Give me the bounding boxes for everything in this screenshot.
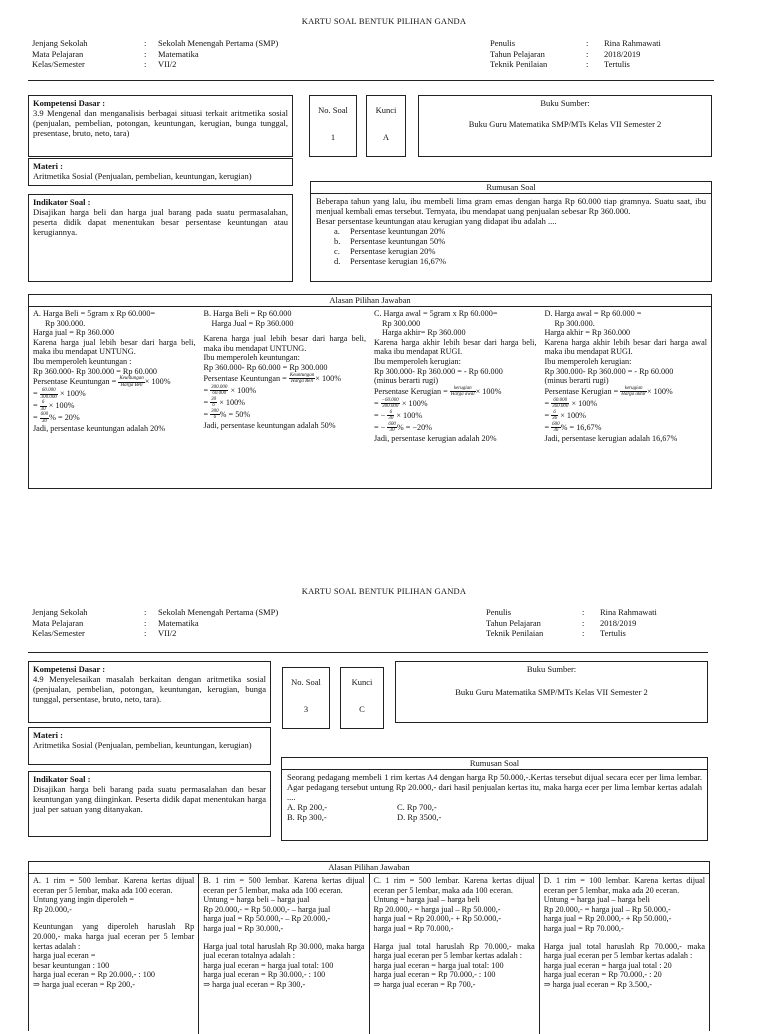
- card2-meta-right: Penulis : Rina Rahmawati Tahun Pelajaran : 2018/2019 Teknik Penilaian : Tertulis: [486, 607, 657, 638]
- alasan-column-d: D. 1 rim = 100 lembar. Karena kertas dijual eceran per 5 lembar, maka ada 20 eceran. Untung = harga jual – harga beli Rp 20.000,- = harga jual – Rp 50.000,- harga jual = Rp 20.000,- + Rp 50.000,- harga jual = Rp 70.000,- Harga jual total haruslah Rp 70.000,- maka harga jual eceran per 5 lembar kertas adalah : harga jual eceran = harga jual total : 20 harga jual eceran = Rp 70.000,- : 20 ⇒ harga jual eceran = Rp 3.500,-: [543, 876, 705, 989]
- alasan-column-d: D. Harga awal = Rp 60.000 = Rp 300.000. Harga akhir = Rp 360.000 Karena harga akhir lebih besar dari harga awal maka ibu mendapat RUGI. Ibu memperoleh kerugian: Rp 300.000- Rp 360.000 = - Rp 60.000 (minus berarti rugi) Persentase Kerugian = $\frac{\text{kerugian}}{\text{Harga akhir}}$ × 100% = $\frac{60.000}{360.000}$ × 100% = $\frac{6}{36}$ × 100% = $\frac{600}{36}$ % = 16,67% Jadi, persentase kerugian adalah 16,67%: [544, 309, 707, 443]
- meta-value: Sekolah Menengah Pertama (SMP): [158, 607, 279, 617]
- meta-value: Matematika: [158, 48, 199, 59]
- meta-value: Rina Rahmawati: [604, 38, 661, 48]
- question-text: Beberapa tahun yang lalu, ibu membeli lima gram emas dengan harga Rp 60.000 tiap gramnya. Suatu saat, ibu menjual kembali emas tersebut. Ternyata, ibu mendapat uang penjualan sebesar Rp 360.000. Besar persentase keuntungan atau kerugian yang didapat ibu adalah .... a. Persentase keuntungan 20% b. Persentase keuntungan 50% c. Persentase kerugian 20% d. Persentase kerugian 16,67%: [316, 196, 706, 266]
- meta-label: Teknik Penilaian: [490, 59, 548, 69]
- answer-option: a. Persentase keuntungan 20%: [334, 226, 446, 236]
- card1-kunci: Kunci A: [366, 95, 406, 157]
- answer-option: d. Persentase kerugian 16,67%: [334, 256, 447, 266]
- meta-label: Jenjang Sekolah: [32, 38, 88, 48]
- alasan-column-a: A. Harga Beli = 5gram x Rp 60.000= Rp 300.000. Harga jual = Rp 360.000 Karena harga jual lebih besar dari harga beli, maka ibu mendapat UNTUNG. Ibu memperoleh keuntungan : Rp 360.000- Rp 300.000 = Rp 60.000 Persentase Keuntungan = $\frac{\text{Keuntungan}}{\text{Harga Beli}}$ × 100% = $\frac{60.000}{300.000}$ × 100% = $\frac{6}{30}$ × 100% = $\frac{600}{30}$ % = 20% Jadi, persentase keuntungan adalah 20%: [33, 309, 196, 434]
- alasan-column-a: A. 1 rim = 500 lembar. Karena kertas dijual eceran per 5 lembar, maka ada 100 eceran. Untung yang ingin diperoleh = Rp 20.000,- Keuntungan yang diperoleh haruslah Rp 20.000,- maka harga jual eceran per 5 lembar kertas adalah : harga jual eceran = besar keuntungan : 100 harga jual eceran = Rp 20.000,- : 100 ⇒ harga jual eceran = Rp 200,-: [29, 874, 199, 1034]
- meta-value: Matematika: [158, 617, 199, 628]
- alasan-column-c: C. 1 rim = 500 lembar. Karena kertas dijual eceran per 5 lembar, maka ada 100 eceran. Untung = harga jual – harga beli Rp 20.000,- = harga jual – Rp 50.000,- harga jual = Rp 20.000,- + Rp 50.000,- harga jual = Rp 70.000,- Harga jual total haruslah Rp 70.000,- maka harga jual eceran per 5 lembar kertas adalah : harga jual eceran = harga jual total: 100 harga jual eceran = Rp 70.000,- : 100 ⇒ harga jual eceran = Rp 700,-: [370, 874, 540, 1034]
- card2-materi: Materi : Aritmetika Sosial (Penjualan, pembelian, keuntungan, kerugian): [28, 727, 271, 765]
- question-text: Seorang pedagang membeli 1 rim kertas A4 dengan harga Rp 50.000,-.Kertas tersebut dijual secara ecer per lima lembar. Agar pedagang tersebut untung Rp 20.000,- dari hasil penjualan kertas itu, maka harga ecer per lima lembar kertas adalah .... A. Rp 200,- C. Rp 700,- B. Rp 300,- D. Rp 3500,-: [287, 772, 702, 822]
- card1-title: KARTU SOAL BENTUK PILIHAN GANDA: [301, 16, 467, 26]
- meta-label: Teknik Penilaian: [486, 628, 544, 638]
- meta-label: Penulis: [490, 38, 516, 48]
- divider: [28, 652, 708, 653]
- card1-buku-sumber: Buku Sumber: Buku Guru Matematika SMP/MTs Kelas VII Semester 2: [418, 95, 712, 157]
- card1-no-soal: No. Soal 1: [309, 95, 357, 157]
- meta-label: Tahun Pelajaran: [490, 48, 545, 59]
- alasan-column-c: C. Harga awal = 5gram x Rp 60.000= Rp 300.000 Harga akhir= Rp 360.000 Karena harga akhir lebih besar dari harga beli, maka ibu mendapat RUGI. Ibu memperoleh kerugian: Rp 300.000- Rp 360.000 = - Rp 60.000 (minus berarti rugi) Persentase Kerugian = $\frac{\text{kerugian}}{\text{Harga awal}}$ × 100% = $\frac{-60.000}{300.000}$ × 100% = − $\frac{6}{30}$ × 100% = − $\frac{600}{30}$ % = −20% Jadi, persentase kerugian adalah 20%: [374, 309, 537, 443]
- answer-option-row: A. Rp 200,- C. Rp 700,-: [287, 802, 437, 812]
- meta-value: Tertulis: [600, 628, 626, 638]
- card2-meta-left: Jenjang Sekolah : Sekolah Menengah Pertama (SMP) Mata Pelajaran : Matematika Kelas/Semester : VII/2: [32, 607, 279, 638]
- card2-no-soal: No. Soal 3: [282, 667, 330, 729]
- meta-label: Mata Pelajaran: [32, 48, 84, 59]
- answer-option: b. Persentase keuntungan 50%: [334, 236, 446, 246]
- alasan-column-b: B. 1 rim = 500 lembar. Karena kertas dijual eceran per 5 lembar, maka ada 100 eceran. Untung = harga beli – harga jual Rp 20.000,- = Rp 50.000,- – harga jual harga jual = Rp 50.000,- – Rp 20.000,- harga jual = Rp 30.000,- Harga jual total haruslah Rp 30.000, maka harga jual eceran totalnya adalah : harga jual eceran = harga jual total: 100 harga jual eceran = Rp 30.000,- : 100 ⇒ harga jual eceran = Rp 300,-: [199, 874, 369, 1034]
- card2-buku-sumber: Buku Sumber: Buku Guru Matematika SMP/MTs Kelas VII Semester 2: [395, 661, 708, 723]
- card2-alasan-pilihan-jawaban: Alasan Pilihan Jawaban A. 1 rim = 500 lembar. Karena kertas dijual eceran per 5 lembar, maka ada 100 eceran. Untung yang ingin diperoleh = Rp 20.000,- Keuntungan yang diperoleh haruslah Rp 20.000,- maka harga jual eceran per 5 lembar kertas adalah : harga jual eceran = besar keuntungan : 100 harga jual eceran = Rp 20.000,- : 100 ⇒ harga jual eceran = Rp 200,- B. 1 rim = 500 lembar. Karena kertas dijual eceran per 5 lembar, maka ada 100 eceran. Untung = harga beli – harga jual Rp 20.000,- = Rp 50.000,- – harga jual harga jual = Rp 50.000,- – Rp 20.000,- harga jual = Rp 30.000,- Harga jual total haruslah Rp 30.000, maka harga jual eceran totalnya adalah : harga jual eceran = harga jual total: 100 harga jual eceran = Rp 30.000,- : 100 ⇒ harga jual eceran = Rp 300,- C. 1 rim = 500 lembar. Karena kertas dijual eceran per 5 lembar, maka ada 100 eceran. Untung = harga jual – harga beli Rp 20.000,- = harga jual – Rp 50.000,- harga jual = Rp 20.000,- + Rp 50.000,- harga jual = Rp 70.000,- Harga jual total haruslah Rp 70.000,- maka harga jual eceran per 5 lembar kertas adalah : harga jual eceran = harga jual total: 100 harga jual eceran = Rp 70.000,- : 100 ⇒ harga jual eceran = Rp 700,- D. 1 rim = 100 lembar. Karena kertas dijual eceran per 5 lembar, maka ada 20 eceran. Untung = harga jual – harga beli Rp 20.000,- = harga jual – Rp 50.000,- harga jual = Rp 20.000,- + Rp 50.000,- harga jual = Rp 70.000,- Harga jual total haruslah Rp 70.000,- maka harga jual eceran per 5 lembar kertas adalah : harga jual eceran = harga jual total : 20 harga jual eceran = Rp 70.000,- : 20 ⇒ harga jual eceran = Rp 3.500,-: [28, 861, 710, 1031]
- meta-value: 2018/2019: [600, 617, 637, 628]
- card1-kompetensi-dasar: Kompetensi Dasar : 3.9 Mengenal dan menganalisis berbagai situasi terkait aritmetika sosial (penjualan, pembelian, potongan, keuntungan, kerugian, bunga tunggal, presentase, bruto, neto, tara): [28, 95, 293, 157]
- card1-meta-left: Jenjang Sekolah : Sekolah Menengah Pertama (SMP) Mata Pelajaran : Matematika Kelas/Semester : VII/2: [32, 38, 279, 69]
- meta-label: Penulis: [486, 607, 512, 617]
- meta-label: Kelas/Semester: [32, 628, 85, 638]
- meta-value: Rina Rahmawati: [600, 607, 657, 617]
- card2-rumusan-soal: Rumusan Soal Seorang pedagang membeli 1 rim kertas A4 dengan harga Rp 50.000,-.Kertas tersebut dijual secara ecer per lima lembar. Agar pedagang tersebut untung Rp 20.000,- dari hasil penjualan kertas itu, maka harga ecer per lima lembar kertas adalah .... A. Rp 200,- C. Rp 700,- B. Rp 300,- D. Rp 3500,-: [281, 757, 708, 841]
- alasan-column-b: B. Harga Beli = Rp 60.000 Harga Jual = Rp 360.000 Karena harga jual lebih besar dari harga beli, maka ibu mendapat UNTUNG. Ibu memperoleh keuntungan: Rp 360.000- Rp 60.000 = Rp 300.000 Persentase Keuntungan = $\frac{\text{Keuntungan}}{\text{Harga Beli}}$ × 100% = $\frac{300.000}{60.000}$ × 100% = $\frac{30}{6}$ × 100% = $\frac{300}{6}$ % = 50% Jadi, persentase keuntungan adalah 50%: [203, 309, 366, 430]
- card2-kunci: Kunci C: [340, 667, 384, 729]
- card2-kompetensi-dasar: Kompetensi Dasar : 4.9 Menyelesaikan masalah berkaitan dengan aritmetika sosial (penjualan, pembelian, potongan, keuntungan, kerugian, bunga tunggal, persentase, bruto, neto, tara).: [28, 661, 271, 723]
- card1-indikator: Indikator Soal : Disajikan harga beli dan harga jual barang pada suatu permasalahan, peserta didik dapat menentukan besar persentase keuntungan atau kerugiannya.: [28, 194, 293, 282]
- meta-label: Mata Pelajaran: [32, 617, 84, 628]
- card2-title: KARTU SOAL BENTUK PILIHAN GANDA: [301, 586, 467, 596]
- card1-meta-right: Penulis : Rina Rahmawati Tahun Pelajaran : 2018/2019 Teknik Penilaian : Tertulis: [490, 38, 661, 69]
- meta-label: Jenjang Sekolah: [32, 607, 88, 617]
- meta-value: Sekolah Menengah Pertama (SMP): [158, 38, 279, 48]
- meta-value: VII/2: [158, 628, 177, 638]
- card1-rumusan-soal: Rumusan Soal Beberapa tahun yang lalu, ibu membeli lima gram emas dengan harga Rp 60.000 tiap gramnya. Suatu saat, ibu menjual kembali emas tersebut. Ternyata, ibu mendapat uang penjualan sebesar Rp 360.000. Besar persentase keuntungan atau kerugian yang didapat ibu adalah .... a. Persentase keuntungan 20% b. Persentase keuntungan 50% c. Persentase kerugian 20% d. Persentase kerugian 16,67%: [310, 181, 712, 282]
- meta-value: 2018/2019: [604, 48, 641, 59]
- card1-materi: Materi : Aritmetika Sosial (Penjualan, pembelian, keuntungan, kerugian): [28, 158, 293, 186]
- meta-value: VII/2: [158, 59, 177, 69]
- meta-label: Tahun Pelajaran: [486, 617, 541, 628]
- divider: [28, 80, 714, 81]
- fraction: $\frac{\text{Keuntungan}}{\text{Harga Beli}}$: [119, 376, 144, 388]
- meta-value: Tertulis: [604, 59, 630, 69]
- card1-alasan-pilihan-jawaban: Alasan Pilihan Jawaban A. Harga Beli = 5gram x Rp 60.000= Rp 300.000. Harga jual = Rp 360.000 Karena harga jual lebih besar dari harga beli, maka ibu mendapat UNTUNG. Ibu memperoleh keuntungan : Rp 360.000- Rp 300.000 = Rp 60.000 Persentase Keuntungan = $\frac{\text{Keuntungan}}{\text{Harga Beli}}$ × 100% = $\frac{60.000}{300.000}$ × 100% = $\frac{6}{30}$ × 100% = $\frac{600}{30}$ % = 20% Jadi, persentase keuntungan adalah 20% B. Harga Beli = Rp 60.000 Harga Jual = Rp 360.000 Karena harga jual lebih besar dari harga beli, maka ibu mendapat UNTUNG. Ibu memperoleh keuntungan: Rp 360.000- Rp 60.000 = Rp 300.000 Persentase Keuntungan = $\frac{\text{Keuntungan}}{\text{Harga Beli}}$ × 100% = $\frac{300.000}{60.000}$ × 100% = $\frac{30}{6}$ × 100% = $\frac{300}{6}$ % = 50% Jadi, persentase keuntungan adalah 50% C. Harga awal = 5gram x Rp 60.000= Rp 300.000 Harga akhir= Rp 360.000 Karena harga akhir lebih besar dari harga beli, maka ibu mendapat RUGI. Ibu memperoleh kerugian: Rp 300.000- Rp 360.000 = - Rp 60.000 (minus berarti rugi) Persentase Kerugian = $\frac{\text{kerugian}}{\text{Harga awal}}$ × 100% = $\frac{-60.000}{300.000}$ × 100% = − $\frac{6}{30}$ × 100% = − $\frac{600}{30}$ % = −20% Jadi, persentase kerugian adalah 20% D. Harga awal = Rp 60.000 = Rp 300.000. Harga akhir = Rp 360.000 Karena harga akhir lebih besar dari harga awal maka ibu mendapat RUGI. Ibu memperoleh kerugian: Rp 300.000- Rp 360.000 = - Rp 60.000 (minus berarti rugi) Persentase Kerugian = $\frac{\text{kerugian}}{\text{Harga akhir}}$ × 100% = $\frac{60.000}{360.000}$ × 100% = $\frac{6}{36}$ × 100% = $\frac{600}{36}$ % = 16,67% Jadi, persentase kerugian adalah 16,67%: [28, 294, 712, 489]
- card2-indikator: Indikator Soal : Disajikan harga beli barang pada suatu permasalahan dan besar keuntungan yang diinginkan. Peserta didik dapat menentukan harga jual per satuan yang ditanyakan.: [28, 771, 271, 837]
- answer-option: c. Persentase kerugian 20%: [334, 246, 436, 256]
- answer-option-row: B. Rp 300,- D. Rp 3500,-: [287, 812, 442, 822]
- meta-label: Kelas/Semester: [32, 59, 85, 69]
